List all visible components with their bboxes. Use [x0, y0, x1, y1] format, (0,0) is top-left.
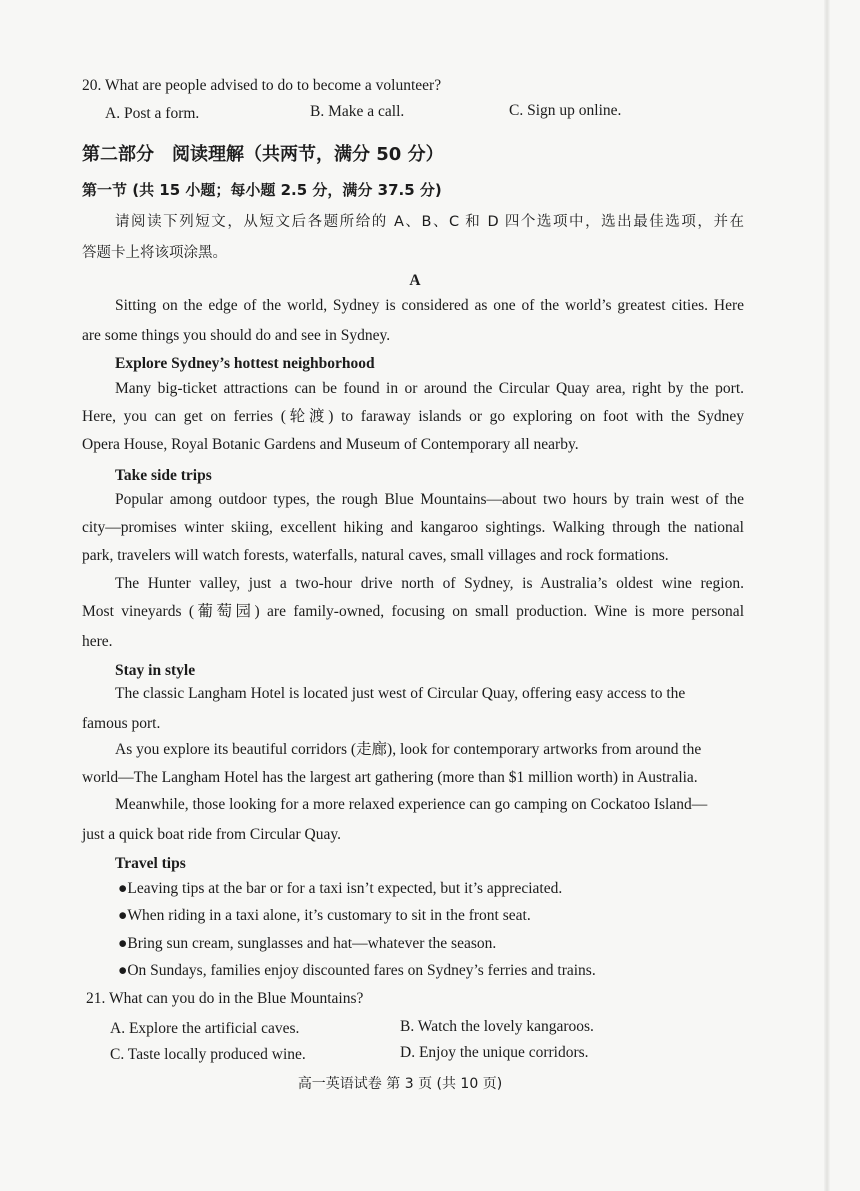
- q21-option-a: A. Explore the artificial caves.: [110, 1020, 300, 1037]
- camping-line-1: Meanwhile, those looking for a more relaxed experience can go camping on Cockatoo Island—: [115, 796, 708, 813]
- heading-explore: Explore Sydney’s hottest neighborhood: [115, 355, 375, 372]
- stay-line-2: famous port.: [82, 715, 161, 732]
- travel-tip-item: ●Bring sun cream, sunglasses and hat—whatever the season.: [118, 935, 497, 952]
- q20-option-a: A. Post a form.: [105, 105, 200, 122]
- corridors-line-2: world—The Langham Hotel has the largest art gathering (more than $1 million worth) in Australia.: [82, 769, 698, 786]
- heading-travel-tips: Travel tips: [115, 855, 186, 872]
- side-trips-line-2: city—promises winter skiing, excellent hiking and kangaroo sightings. Walking through the national: [82, 519, 744, 536]
- corridors-line-1: As you explore its beautiful corridors (走廊), look for contemporary artworks from around the: [115, 741, 702, 758]
- travel-tip-item: ●Leaving tips at the bar or for a taxi isn’t expected, but it’s appreciated.: [118, 880, 563, 897]
- side-trips-line-3: park, travelers will watch forests, waterfalls, natural caves, small villages and rock formations.: [82, 547, 669, 564]
- explore-line-2: Here, you can get on ferries (轮渡) to faraway islands or go exploring on foot with the Sydney: [82, 408, 744, 425]
- section1-heading: 第一节 (共 15 小题；每小题 2.5 分，满分 37.5 分): [82, 181, 442, 199]
- instructions-line-1: 请阅读下列短文，从短文后各题所给的 A、B、C 和 D 四个选项中，选出最佳选项，并在: [115, 214, 744, 230]
- q21-option-d: D. Enjoy the unique corridors.: [400, 1044, 589, 1061]
- part2-heading: 第二部分 阅读理解（共两节，满分 50 分）: [82, 144, 444, 165]
- hunter-line-1: The Hunter valley, just a two-hour drive north of Sydney, is Australia’s oldest wine region.: [115, 575, 744, 592]
- heading-side-trips: Take side trips: [115, 467, 212, 484]
- travel-tip-item: ●When riding in a taxi alone, it’s customary to sit in the front seat.: [118, 907, 531, 924]
- side-trips-line-1: Popular among outdoor types, the rough Blue Mountains—about two hours by train west of the: [115, 491, 744, 508]
- q20-option-b: B. Make a call.: [310, 103, 405, 120]
- passage-intro-line-2: are some things you should do and see in Sydney.: [82, 327, 391, 344]
- instructions-line-2: 答题卡上将该项涂黑。: [82, 245, 227, 261]
- camping-line-2: just a quick boat ride from Circular Quay.: [82, 826, 341, 843]
- passage-intro-line-1: Sitting on the edge of the world, Sydney is considered as one of the world’s greatest cities. Here: [115, 297, 744, 314]
- q20-option-c: C. Sign up online.: [509, 102, 622, 119]
- stay-line-1: The classic Langham Hotel is located just west of Circular Quay, offering easy access to the: [115, 685, 686, 702]
- explore-line-1: Many big-ticket attractions can be found in or around the Circular Quay area, right by the port.: [115, 380, 744, 397]
- q21-option-b: B. Watch the lovely kangaroos.: [400, 1018, 594, 1035]
- passage-letter: A: [409, 272, 421, 289]
- q20-stem: 20. What are people advised to do to become a volunteer?: [82, 77, 442, 94]
- page-edge-shadow: [824, 0, 830, 1191]
- q21-stem: 21. What can you do in the Blue Mountains?: [86, 990, 364, 1007]
- page-footer: 高一英语试卷 第 3 页 (共 10 页): [297, 1076, 503, 1092]
- heading-stay: Stay in style: [115, 662, 196, 679]
- hunter-line-2: Most vineyards (葡萄园) are family-owned, focusing on small production. Wine is more personal: [82, 603, 744, 620]
- hunter-line-3: here.: [82, 633, 113, 650]
- explore-line-3: Opera House, Royal Botanic Gardens and Museum of Contemporary all nearby.: [82, 436, 579, 453]
- travel-tip-item: ●On Sundays, families enjoy discounted fares on Sydney’s ferries and trains.: [118, 962, 596, 979]
- q21-option-c: C. Taste locally produced wine.: [110, 1046, 306, 1063]
